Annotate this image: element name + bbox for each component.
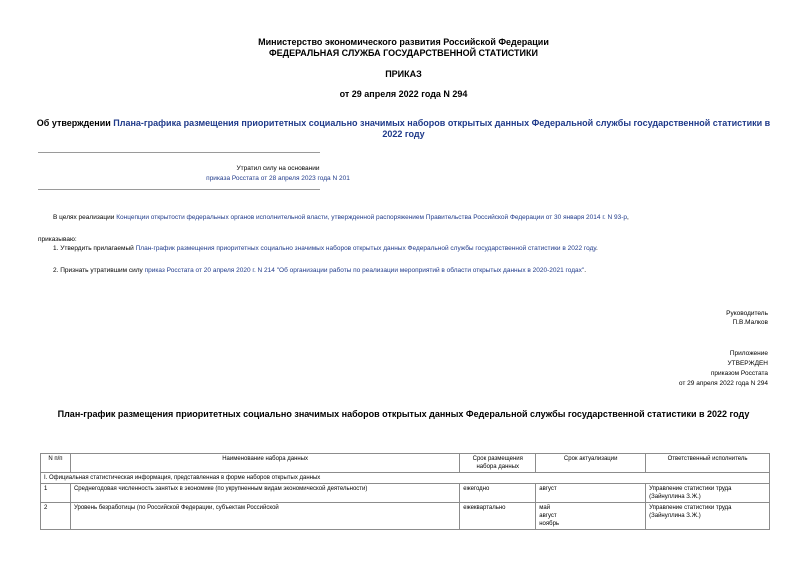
- header-update: Срок актуализации: [536, 454, 646, 473]
- row-update: [536, 484, 646, 503]
- order-item-2: [53, 266, 773, 275]
- appendix-label: Приложение: [729, 350, 768, 357]
- header-deadline: [460, 454, 536, 473]
- item1-prefix: 1. Утвердить прилагаемый: [53, 245, 136, 252]
- table-row: [41, 484, 770, 503]
- concept-link[interactable]: Концепции открытости федеральных органов исполнительной власти, утвержденной распоряжением Правительства Российской Федерации от 30 января 2014 г. N 93-р: [116, 214, 628, 221]
- intro-paragraph: [53, 213, 773, 222]
- plan-link[interactable]: План-график размещения приоритетных социально значимых наборов открытых данных Федеральной службы государственной статистики в 2022 году: [135, 245, 596, 252]
- order-item-1: [53, 244, 773, 253]
- header-deadline-line2: набора данных: [476, 464, 520, 470]
- status-text: Утратил силу на основании: [236, 165, 320, 172]
- row-executor: [646, 503, 770, 530]
- row-executor: [646, 484, 770, 503]
- row-name: Среднегодовая численность занятых в экономике (по укрупненным видам экономической деятельности): [70, 484, 459, 503]
- divider-bottom: [38, 189, 320, 190]
- title-prefix: Об утверждении: [36, 118, 114, 128]
- row-name: Уровень безработицы (по Российской Федерации, субъектам Российской: [70, 503, 459, 530]
- title-plan-link[interactable]: Плана-графика размещения приоритетных социально значимых наборов открытых данных Федеральной службы государственной статистики в: [113, 118, 771, 128]
- intro-suffix: ,: [627, 214, 629, 221]
- header-deadline-line1: Срок размещения: [472, 456, 523, 462]
- row-executor-line2: (Зайнуллина З.Ж.): [649, 494, 701, 500]
- plan-title: План-график размещения приоритетных социально значимых наборов открытых данных Федеральной службы государственной статистики в 2022 году: [57, 409, 750, 419]
- document-date: от 29 апреля 2022 года N 294: [339, 89, 468, 99]
- row-deadline: ежегодно: [460, 484, 536, 503]
- row-num: 1: [41, 484, 71, 503]
- approved-label: УТВЕРЖДЕН: [727, 360, 768, 367]
- service-name: ФЕДЕРАЛЬНАЯ СЛУЖБА ГОСУДАРСТВЕННОЙ СТАТИСТИКИ: [269, 48, 538, 58]
- row-executor-line1: Управление статистики труда: [649, 486, 732, 492]
- header-executor: Ответственный исполнитель: [646, 454, 770, 473]
- row-update-month: май: [539, 505, 551, 511]
- header-num: N п/п: [41, 454, 71, 473]
- status-repeal-link[interactable]: приказа Росстата от 28 апреля 2023 года N 201: [206, 175, 350, 182]
- signature-position: Руководитель: [726, 310, 768, 317]
- row-executor-line1: Управление статистики труда: [649, 505, 732, 511]
- row-update-month: август: [539, 513, 557, 519]
- section-title: I. Официальная статистическая информация, представленная в форме наборов открытых данных: [41, 473, 770, 484]
- document-title: [0, 118, 807, 129]
- table-header-row: [41, 454, 770, 473]
- row-update: [536, 503, 646, 530]
- repealed-order-link[interactable]: приказ Росстата от 20 апреля 2020 г. N 214 "Об организации работы по реализации мероприятий в области открытых данных в 2020-2021 годах": [144, 267, 585, 274]
- item2-suffix: .: [584, 267, 586, 274]
- item1-suffix: .: [596, 245, 598, 252]
- approved-date: от 29 апреля 2022 года N 294: [678, 380, 768, 387]
- plan-table: [40, 453, 770, 530]
- header-name: Наименование набора данных: [70, 454, 459, 473]
- table-section-row: [41, 473, 770, 484]
- row-update-month: ноябрь: [539, 521, 560, 527]
- row-update-month: август: [539, 486, 557, 492]
- order-word: приказываю:: [38, 236, 77, 243]
- ministry-name: Министерство экономического развития Российской Федерации: [258, 37, 549, 47]
- item2-prefix: 2. Признать утратившим силу: [53, 267, 145, 274]
- approved-by: приказом Росстата: [710, 370, 768, 377]
- row-executor-line2: (Зайнуллина З.Ж.): [649, 513, 701, 519]
- intro-prefix: В целях реализации: [53, 214, 117, 221]
- title-plan-link-line2[interactable]: 2022 году: [382, 129, 425, 139]
- document-type: ПРИКАЗ: [385, 69, 422, 79]
- table-row: [41, 503, 770, 530]
- divider-top: [38, 152, 320, 153]
- row-deadline: ежеквартально: [460, 503, 536, 530]
- signature-name: П.В.Малков: [732, 319, 768, 326]
- row-num: 2: [41, 503, 71, 530]
